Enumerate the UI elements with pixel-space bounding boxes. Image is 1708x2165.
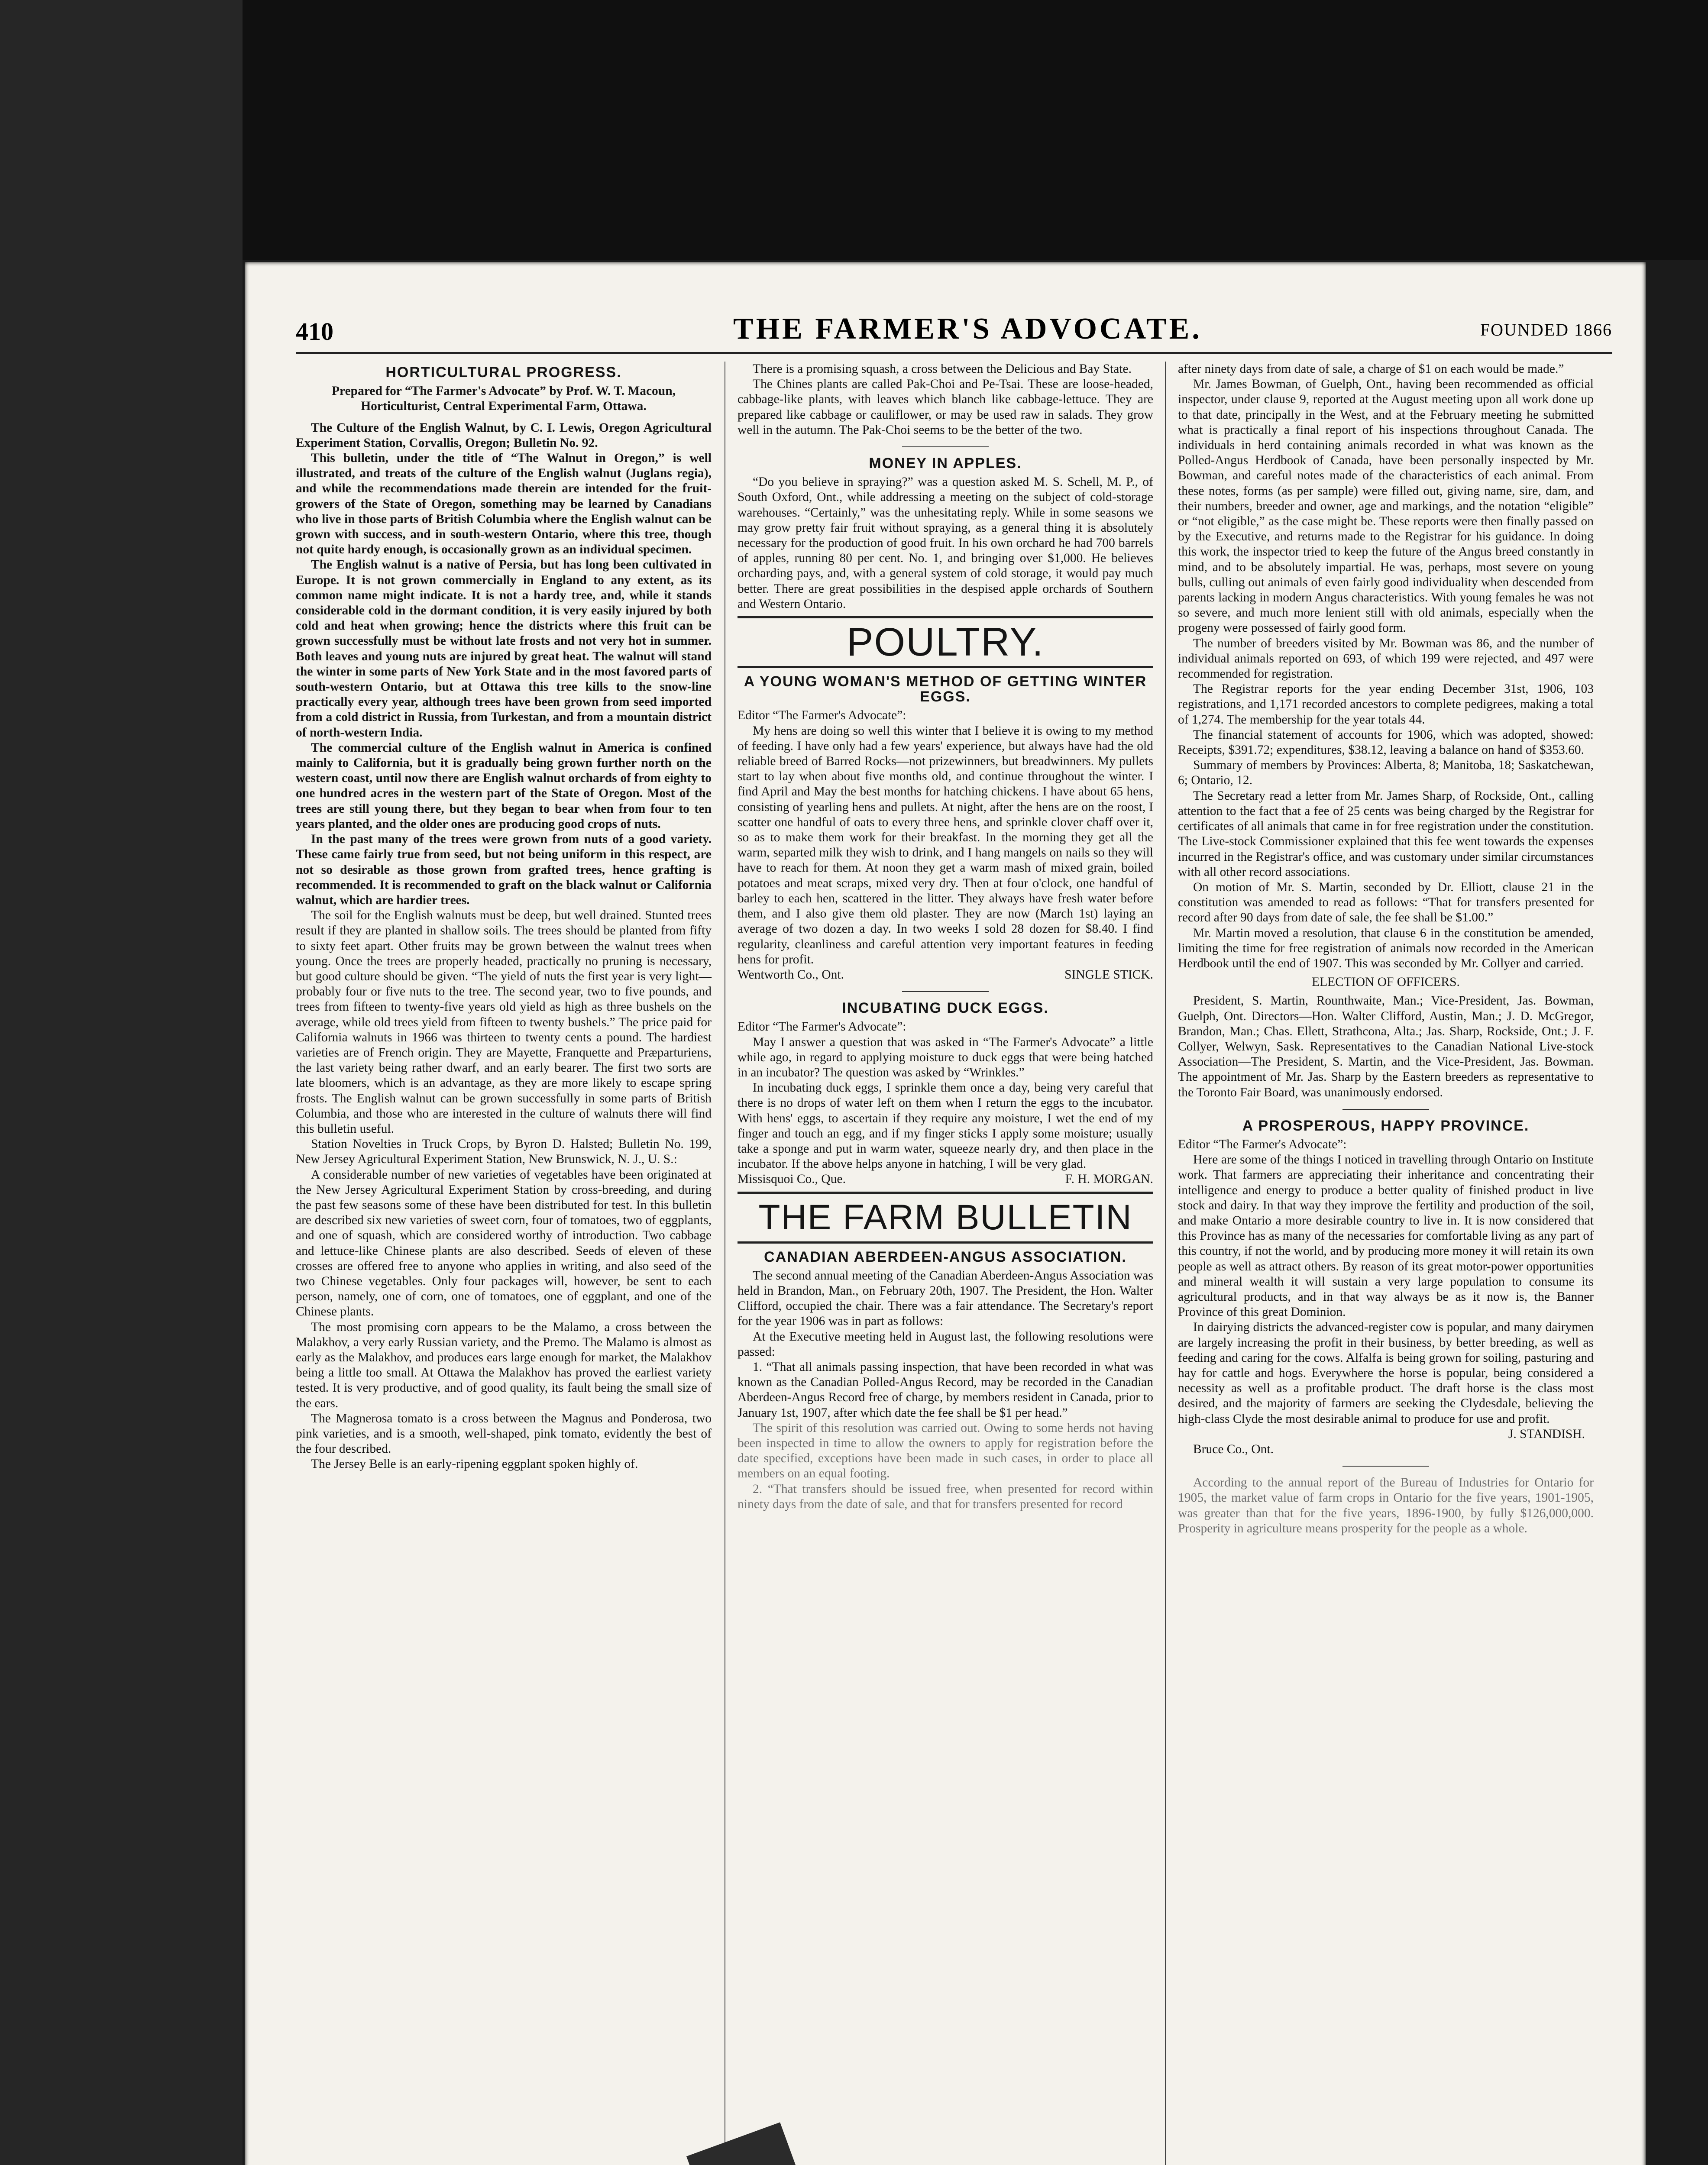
article-paragraph: My hens are doing so well this winter that I believe it is owing to my method of feeding. I have only had a few years' experience, but always have had the old reliable breed of Barred Rocks—not prizewinners, but breadwinners. My pullets start to lay when about five months old, and continue throughout the winter. I find April and May the best months for hatching chickens. I have about 65 hens, consisting of yearling hens and pullets. At night, after the hens are on the roost, I scatter one handful of oats to every three hens, and sprinkle clover chaff over it, so as to make them work for their breakfast. In the morning they get all the warm, separted milk they wish to drink, and I hang mangels on nails so they will have to reach for them. At noon they get a warm mash of mixed grain, boiled potatoes and meat scraps, mixed very dry. Then at four o'clock, one handful of barley to each hen, scattered in the litter. They always have fresh water before them, and I also give them old plaster. They are now (March 1st) laying an average of two dozen a day. In two weeks I sold 28 dozen for $8.40. I find regularity, cleanliness and careful attention very important features in feeding hens for profit. bbox=[738, 724, 1153, 966]
article-paragraph: The Magnerosa tomato is a cross between the Magnus and Ponderosa, two pink varieties, and is a smooth, well-shaped, pink tomato, evidently the best of the four described. bbox=[296, 1411, 712, 1456]
article-paragraph: In dairying districts the advanced-register cow is popular, and many dairymen are largely increasing the profit in their business, by better breeding, as well as feeding and caring for the cows. Alfalfa is being grown for soiling, pasturing and hay for cattle and hogs. Everywhere the horse is popular, being considered a necessity as well as a profitable product. The draft horse is the class most desired, and the majority of farmers are seeking the Clydesdale, believing the high-class Clyde the most desirable animal to produce for use and profit. bbox=[1178, 1320, 1594, 1426]
article-title-winter-eggs: A YOUNG WOMAN'S METHOD OF GETTING WINTER EGGS. bbox=[744, 673, 1147, 705]
article-paragraph: The Secretary read a letter from Mr. James Sharp, of Rockside, Ont., calling attention to the fact that a fee of 25 cents was being charged by the Registrar for certificates of all animals that came in for free registration under the constitution. The Live-stock Commissioner explained that this fee went towards the expenses incurred in the Registrar's office, and was customary under similar circumstances with all other record associations. bbox=[1178, 788, 1594, 879]
column-3 bbox=[1178, 362, 1594, 1536]
subheading-election: ELECTION OF OFFICERS. bbox=[1312, 975, 1460, 989]
article-paragraph: The most promising corn appears to be the Malamo, a cross between the Malakhov, a very early Russian variety, and the Premo. The Malamo is almost as early as the Malakhov, and produces ears large enough for market, the Malakhov being a little too small. At Ottawa the Malakhov has proved the earliest variety tested. It is very productive, and of good quality, its fault being the small size of the ears. bbox=[296, 1320, 712, 1410]
signature: SINGLE STICK. bbox=[1064, 967, 1153, 982]
article-title-prosperous-province: A PROSPEROUS, HAPPY PROVINCE. bbox=[1242, 1117, 1530, 1134]
article-paragraph: 2. “That transfers should be issued free, when presented for record within ninety days from the date of sale, and that for transfers presented for record bbox=[738, 1482, 1153, 1511]
column-1 bbox=[296, 362, 712, 1472]
article-paragraph: The Culture of the English Walnut, by C. I. Lewis, Oregon Agricultural Experiment Station, Corvallis, Oregon; Bulletin No. 92. bbox=[296, 420, 712, 450]
article-paragraph: Station Novelties in Truck Crops, by Byron D. Halsted; Bulletin No. 199, New Jersey Agricultural Experiment Station, New Brunswick, N. J., U. S.: bbox=[296, 1137, 712, 1167]
article-title-money-in-apples: MONEY IN APPLES. bbox=[869, 455, 1022, 472]
article-paragraph: President, S. Martin, Rounthwaite, Man.; Vice-President, Jas. Bowman, Guelph, Ont. Directors—Hon. Walter Clifford, Austin, Man.; J. D. McGregor, Brandon, Man.; Chas. Ellett, Strathcona, Alta.; Jas. Sharp, Rockside, Ont.; J. F. Collyer, Welwyn, Sask. Representatives to the Canadian National Live-stock Association—The President, S. Martin, and the Vice-President, Jas. Bowman. The appointment of Mr. Jas. Sharp by the Eastern breeders as representative to the Toronto Fair Board, was unanimously endorsed. bbox=[1178, 994, 1594, 1099]
article-paragraph: Mr. James Bowman, of Guelph, Ont., having been recommended as official inspector, under clause 9, reported at the August meeting upon all work done up to that date, principally in the West, and at the February meeting he submitted what is practically a final report of his inspections throughout Canada. The individuals in herd containing animals recorded in what was known as the Polled-Angus Herdbook of Canada, have been personally inspected by Mr. Bowman, and careful notes made of the characteristics of each animal. From these notes, forms (as per sample) were filled out, giving name, sire, dam, and their numbers, breeder and owner, age and markings, and the notation “eligible” or “not eligible,” as the case might be. These reports were then finally passed on by the Executive, and returns made to the Registrar for his guidance. In doing this work, the inspector tried to keep the future of the Angus breed constantly in mind, and to be absolutely impartial. He was, perhaps, most severe on young bulls, culling out animals of even fairly good individuality when descended from parents lacking in modern Angus characteristics. With young females he was not so severe, and much more lenient still with old animals, especially when the progeny were possessed of fairly good form. bbox=[1178, 377, 1594, 635]
article-paragraph: The soil for the English walnuts must be deep, but well drained. Stunted trees result if they are planted in shallow soils. The trees should be planted from fifty to sixty feet apart. Other fruits may be grown between the walnut trees when young. Once the trees are properly headed, practically no pruning is necessary, but good culture should be given. “The yield of nuts the first year is very light—probably four or five nuts to the tree. The second year, two to five pounds, and trees from fifteen to twenty-five years old yield as high as three bushels on the average, while old trees yield from fifteen to twenty bushels.” The price paid for California walnuts in 1966 was thirteen to twenty cents a pound. The hardiest varieties are of French origin. They are Mayette, Franquette and Præparturiens, the last variety being rather dwarf, and an early bearer. The first two sorts are late bloomers, which is an advantage, as they are more likely to escape spring frosts. The English walnut can be grown successfully in some parts of British Columbia, and those who are interested in the culture of walnuts there will find this bulletin useful. bbox=[296, 908, 712, 1136]
place-name: Wentworth Co., Ont. bbox=[738, 967, 844, 982]
article-title-horticultural: HORTICULTURAL PROGRESS. bbox=[385, 364, 622, 381]
place-name: Bruce Co., Ont. bbox=[1193, 1442, 1274, 1457]
article-paragraph: The Jersey Belle is an early-ripening eggplant spoken highly of. bbox=[311, 1457, 638, 1471]
article-paragraph: The commercial culture of the English walnut in America is confined mainly to California, but it is gradually being grown further north on the western coast, until now there are English walnut orchards of from eighty to one hundred acres in the western part of the State of Oregon. Most of the trees are still young there, but they began to bear when from four to ten years planted, and the older ones are producing good crops of nuts. bbox=[296, 740, 712, 831]
place-name: Missisquoi Co., Que. bbox=[738, 1172, 846, 1186]
divider bbox=[902, 991, 989, 992]
page-number: 410 bbox=[296, 317, 333, 346]
article-paragraph: At the Executive meeting held in August last, the following resolutions were passed: bbox=[738, 1329, 1153, 1359]
article-paragraph: There is a promising squash, a cross between the Delicious and Bay State. bbox=[753, 362, 1132, 376]
article-paragraph: According to the annual report of the Bureau of Industries for Ontario for 1905, the market value of farm crops in Ontario for the five years, 1901-1905, was greater than that for the five years, 1896-1900, by fully $126,000,000. Prosperity in agriculture means prosperity for the people as a whole. bbox=[1178, 1476, 1594, 1535]
column-rule bbox=[1165, 362, 1166, 2165]
header-rule bbox=[296, 352, 1612, 354]
article-paragraph: May I answer a question that was asked in “The Farmer's Advocate” a little while ago, in regard to applying moisture to duck eggs that were being hatched in an incubator? The question was asked by “Wrinkles.” bbox=[738, 1035, 1153, 1079]
signature-line bbox=[738, 1172, 1153, 1187]
article-paragraph: The spirit of this resolution was carried out. Owing to some herds not having been inspected in time to allow the owners to apply for registration before the date specified, exceptions have been made in such cases, in order to place all members on an equal footing. bbox=[738, 1421, 1153, 1481]
founded-line: FOUNDED 1866 bbox=[1480, 320, 1612, 339]
editor-salutation: Editor “The Farmer's Advocate”: bbox=[1178, 1137, 1347, 1151]
signature: F. H. MORGAN. bbox=[1065, 1172, 1153, 1186]
page-header bbox=[296, 312, 1612, 353]
article-paragraph: The financial statement of accounts for 1906, which was adopted, showed: Receipts, $391.72; expenditures, $38.12, leaving a balance on hand of $353.60. bbox=[1178, 727, 1594, 757]
article-paragraph: This bulletin, under the title of “The Walnut in Oregon,” is well illustrated, and treats of the culture of the English walnut (Juglans regia), and while the recommendations made therein are intended for the fruit-growers of the State of Oregon, something may be learned by Canadians who live in those parts of British Columbia where the English walnut can be grown with success, and in south-western Ontario, where this tree, though not quite hardy enough, is occasionally grown as an individual specimen. bbox=[296, 451, 712, 557]
article-byline: Prepared for “The Farmer's Advocate” by Prof. W. T. Macoun, Horticulturist, Central Experimental Farm, Ottawa. bbox=[332, 384, 676, 414]
article-paragraph: In incubating duck eggs, I sprinkle them once a day, being very careful that there is no drops of water left on them when I return the eggs to the incubator. With hens' eggs, to ascertain if they require any moisture, I wet the end of my finger and touch an egg, and if my finger sticks I apply some moisture; usually take a sponge and put in warm water, squeeze nearly dry, and then place in the incubator. If the above helps anyone in hatching, I will be very glad. bbox=[738, 1081, 1153, 1171]
article-title-aberdeen-angus: CANADIAN ABERDEEN-ANGUS ASSOCIATION. bbox=[764, 1248, 1127, 1265]
article-paragraph: In the past many of the trees were grown from nuts of a good variety. These came fairly true from seed, but not being uniform in this respect, are not so desirable as those grown from grafted trees, hence grafting is recommended. It is recommended to graft on the black walnut or California walnut, which are hardier trees. bbox=[296, 832, 712, 907]
article-title-duck-eggs: INCUBATING DUCK EGGS. bbox=[842, 1000, 1049, 1017]
editor-salutation: Editor “The Farmer's Advocate”: bbox=[738, 708, 906, 723]
masthead: THE FARMER'S ADVOCATE. bbox=[733, 312, 1202, 346]
signature-line bbox=[738, 967, 1153, 982]
article-paragraph: “Do you believe in spraying?” was a question asked M. S. Schell, M. P., of South Oxford, Ont., while addressing a meeting on the subject of cold-storage warehouses. “Certainly,” was the unhesitating reply. While in some seasons we may grow pretty fair fruit without spraying, as a general thing it is absolutely necessary for the production of good fruit. In his own orchard he had 700 barrels of apples, running 80 per cent. No. 1, and bringing over $1,000. He believes orcharding pays, and, with a general system of cold storage, it would pay much better. There are great possibilities in the despised apple orchards of Southern and Western Ontario. bbox=[738, 475, 1153, 611]
article-paragraph: Summary of members by Provinces: Alberta, 8; Manitoba, 18; Saskatchewan, 6; Ontario, 12. bbox=[1178, 758, 1594, 788]
newspaper-page bbox=[245, 262, 1646, 2165]
article-paragraph: The Chines plants are called Pak-Choi and Pe-Tsai. These are loose-headed, cabbage-like plants, with leaves which blanch like cabbage-lettuce. They are prepared like cabbage or cauliflower, or may be used raw in salads. They grow well in the autumn. The Pak-Choi seems to be the better of the two. bbox=[738, 377, 1153, 437]
article-paragraph: The English walnut is a native of Persia, but has long been cultivated in Europe. It is not grown commercially in England to any extent, as its common name might indicate. It is not a hardy tree, and, while it stands considerable cold in the dormant condition, it is very easily injured by both cold and heat when growing; hence the districts where this fruit can be grown successfully must be without late frosts and not very hot in summer. Both leaves and young nuts are injured by great heat. The walnut will stand the winter in some parts of New York State and in the most favored parts of south-western Ontario, but at Ottawa this tree kills to the snow-line practically every year, although trees have been grown from seed imported from a cold district in Russia, from Turkestan, and from a mountain district of north-western India. bbox=[296, 558, 712, 740]
article-paragraph: The second annual meeting of the Canadian Aberdeen-Angus Association was held in Brandon, Man., on February 20th, 1907. The President, the Hon. Walter Clifford, occupied the chair. There was a fair attendance. The Secretary's report for the year 1906 was in part as follows: bbox=[738, 1268, 1153, 1328]
editor-salutation: Editor “The Farmer's Advocate”: bbox=[738, 1020, 906, 1034]
article-paragraph: A considerable number of new varieties of vegetables have been originated at the New Jersey Agricultural Experiment Station by cross-breeding, and during the past few seasons some of these have been distributed for test. In this bulletin are described six new varieties of sweet corn, four of tomatoes, two of eggplants, and one of squash, which are considered worthy of introduction. Two cabbage and lettuce-like Chinese plants are also described. Seeds of eleven of these crosses are offered free to anyone who applies in writing, and also seed of the two Chinese vegetables. Only four packages will, however, be sent to each person, namely, one of corn, one of tomatoes, one of eggplant, and one of the Chinese plants. bbox=[296, 1167, 712, 1319]
scan-background-top bbox=[0, 0, 1708, 260]
article-paragraph: The Registrar reports for the year ending December 31st, 1906, 103 registrations, and 1,171 recorded ancestors to complete pedigrees, making a total of 1,274. The membership for the year totals 44. bbox=[1178, 682, 1594, 727]
article-paragraph: after ninety days from date of sale, a charge of $1 on each would be made.” bbox=[1178, 362, 1564, 376]
section-title-farm-bulletin: THE FARM BULLETIN bbox=[738, 1192, 1153, 1244]
article-paragraph: The number of breeders visited by Mr. Bowman was 86, and the number of individual animals reported on 693, of which 199 were rejected, and 497 were recommended for registration. bbox=[1178, 636, 1594, 681]
article-paragraph: Here are some of the things I noticed in travelling through Ontario on Institute work. That farmers are appreciating their inheritance and concentrating their intelligence and energy to produce a better quality of finished product in live stock and dairy. In that way they improve the fertility and production of the soil, and make Ontario a more desirable country to live in. It is now considered that this Province has as many of the necessaries for comfortable living as any part of this country, if not the world, and by producing more money it will retain its own people as well as attract others. By reason of its great motor-power opportunities and mineral wealth it will sustain a very large population to consume its agricultural products, and in that way always be as it now is, the Banner Province of this great Dominion. bbox=[1178, 1153, 1594, 1319]
scan-background-left bbox=[0, 0, 243, 2165]
article-paragraph: Mr. Martin moved a resolution, that clause 6 in the constitution be amended, limiting the time for free registration of animals now recorded in the American Herdbook until the end of 1907. This was seconded by Mr. Collyer and carried. bbox=[1178, 926, 1594, 970]
article-paragraph: On motion of Mr. S. Martin, seconded by Dr. Elliott, clause 21 in the constitution was amended to read as follows: “That for transfers presented for record after 90 days from date of sale, the fee shall be $1.00.” bbox=[1178, 880, 1594, 925]
section-title-poultry: POULTRY. bbox=[738, 616, 1153, 668]
column-2 bbox=[738, 362, 1153, 1512]
divider bbox=[1342, 1109, 1429, 1110]
divider bbox=[1342, 1466, 1429, 1467]
divider bbox=[902, 446, 989, 447]
article-paragraph: 1. “That all animals passing inspection, that have been recorded in what was known as the Canadian Polled-Angus Record, may be recorded in the Canadian Aberdeen-Angus Record free of charge, by members resident in Canada, prior to January 1st, 1907, after which date the fee shall be $1 per head.” bbox=[738, 1360, 1153, 1420]
signature: J. STANDISH. bbox=[1508, 1427, 1585, 1441]
